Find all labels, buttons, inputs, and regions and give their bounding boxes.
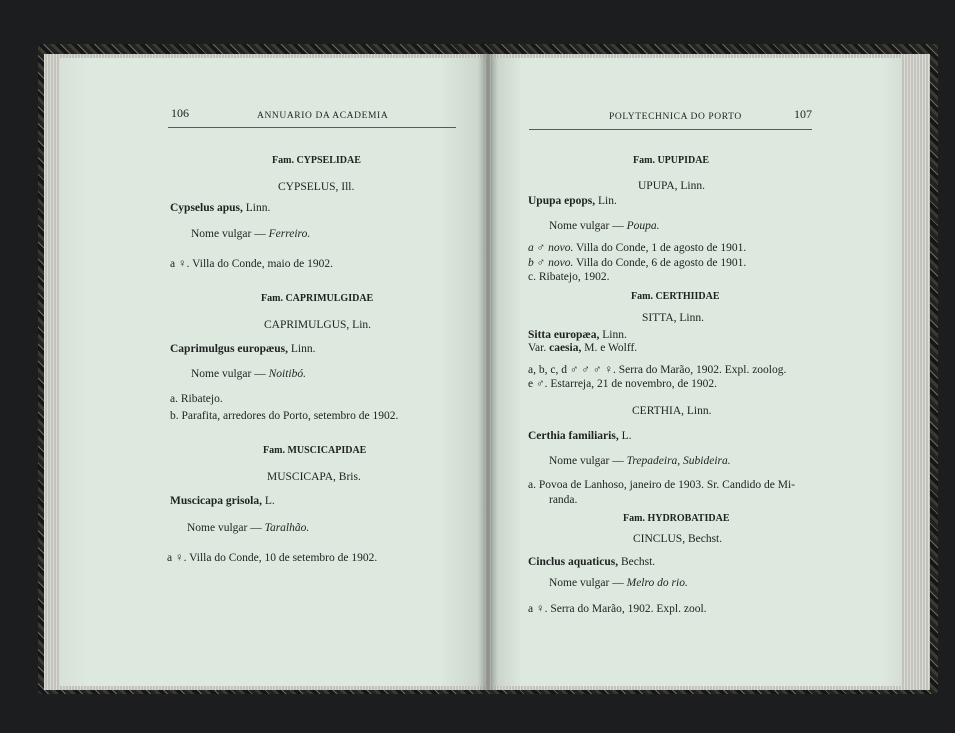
specimen-record: b. Parafita, arredores do Porto, setembro de 1902.	[170, 410, 399, 422]
running-head: POLYTECHNICA DO PORTO	[609, 112, 742, 122]
variety-entry: Var. caesia, M. e Wolff.	[528, 342, 638, 354]
specimen-record: a ♀. Villa do Conde, 10 de setembro de 1902.	[167, 552, 378, 564]
vernacular-name: Nome vulgar — Poupa.	[549, 220, 660, 232]
specimen-record: a, b, c, d ♂ ♂ ♂ ♀. Serra do Marão, 1902. Expl. zoolog.	[528, 364, 787, 376]
running-head: ANNUARIO DA ACADEMIA	[257, 111, 389, 121]
species-entry: Certhia familiaris, L.	[528, 430, 632, 442]
specimen-record: a. Povoa de Lanhoso, janeiro de 1903. Sr. Candido de Mi-	[528, 479, 796, 491]
left-page	[60, 58, 485, 686]
specimen-record: c. Ribatejo, 1902.	[528, 271, 610, 283]
page-number: 106	[171, 106, 189, 120]
book-gutter	[478, 54, 498, 694]
family-heading: Fam. CERTHIIDAE	[631, 291, 720, 302]
vernacular-name: Nome vulgar — Noitibó.	[191, 368, 306, 380]
header-rule	[168, 127, 456, 128]
specimen-record: randa.	[549, 494, 578, 506]
genus-heading: CERTHIA, Linn.	[632, 405, 712, 417]
specimen-record: a. Ribatejo.	[170, 393, 223, 405]
genus-heading: UPUPA, Linn.	[638, 180, 705, 192]
family-heading: Fam. UPUPIDAE	[633, 155, 710, 166]
vernacular-name: Nome vulgar — Taralhão.	[187, 522, 310, 534]
species-entry: Cinclus aquaticus, Bechst.	[528, 556, 656, 568]
vernacular-name: Nome vulgar — Melro do rio.	[549, 577, 688, 589]
right-page	[492, 58, 902, 686]
species-entry: Caprimulgus europæus, Linn.	[170, 343, 316, 355]
species-entry: Sitta europæa, Linn.	[528, 329, 627, 341]
specimen-record: e ♂. Estarreja, 21 de novembro, de 1902.	[528, 378, 718, 390]
vernacular-name: Nome vulgar — Trepadeira, Subideira.	[549, 455, 731, 467]
family-heading: Fam. CAPRIMULGIDAE	[261, 293, 374, 304]
species-entry: Muscicapa grisola, L.	[170, 495, 275, 507]
header-rule	[529, 129, 812, 130]
genus-heading: MUSCICAPA, Bris.	[267, 471, 361, 483]
species-entry: Cypselus apus, Linn.	[170, 202, 271, 214]
specimen-record: a ♂ novo. Villa do Conde, 1 de agosto de 1901.	[528, 242, 747, 254]
genus-heading: CAPRIMULGUS, Lin.	[264, 319, 372, 331]
genus-heading: SITTA, Linn.	[642, 312, 705, 324]
specimen-record: b ♂ novo. Villa do Conde, 6 de agosto de 1901.	[528, 257, 747, 269]
family-heading: Fam. HYDROBATIDAE	[623, 513, 730, 524]
family-heading: Fam. MUSCICAPIDAE	[263, 445, 367, 456]
page-number: 107	[794, 107, 812, 121]
genus-heading: CINCLUS, Bechst.	[633, 533, 723, 545]
genus-heading: CYPSELUS, Ill.	[278, 181, 355, 193]
species-entry: Upupa epops, Lin.	[528, 195, 617, 207]
specimen-record: a ♀. Villa do Conde, maio de 1902.	[170, 258, 333, 270]
vernacular-name: Nome vulgar — Ferreiro.	[191, 228, 311, 240]
specimen-record: a ♀. Serra do Marão, 1902. Expl. zool.	[528, 603, 707, 615]
family-heading: Fam. CYPSELIDAE	[272, 155, 361, 166]
